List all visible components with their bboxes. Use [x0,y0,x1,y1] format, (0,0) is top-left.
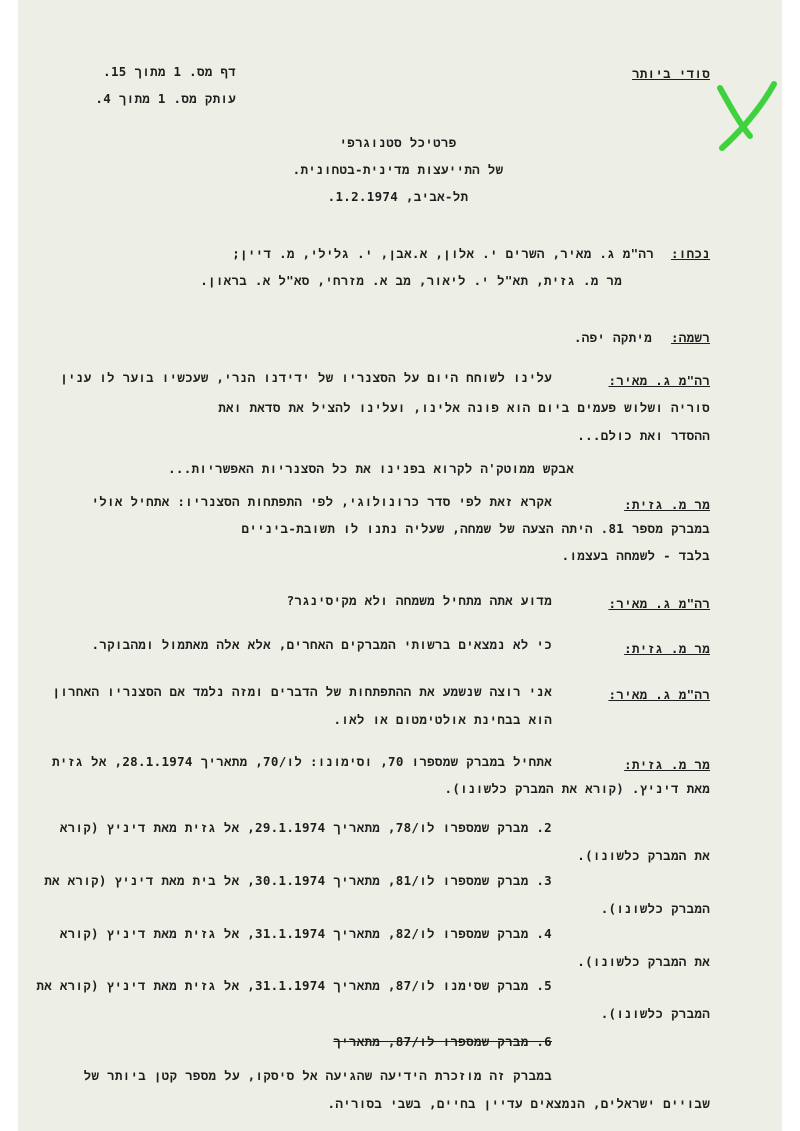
cable-item: המברק כלשונו). [600,901,710,916]
speaker-label: רה"מ ג. מאיר: [608,596,710,611]
transcript-line: שבויים ישראלים, הנמצאים עדיין בחיים, בשבי בסוריה. [327,1096,710,1111]
classification-label: סודי ביותר [631,66,710,81]
transcript-line: ההסדר ואת כולם... [577,428,710,443]
cable-item: את המברק כלשונו). [577,954,710,969]
speaker-label: מר מ. גזית: [624,641,710,656]
cable-item: 2. מברק שמספרו לו/78, מתאריך 29.1.1974, אל גזית מאת דיניץ (קורא [59,820,552,835]
cable-item: המברק כלשונו). [600,1006,710,1021]
green-check-mark-icon [716,78,786,156]
document-place-date: תל-אביב, 1.2.1974. [327,189,469,204]
transcript-line: אקרא זאת לפי סדר כרונולוגי, לפי התפתחות הסצנריו: אתחיל אולי [91,494,552,509]
transcript-line: במברק זה מוזכרת הידיעה שהגיעה אל סיסקו, על מספר קטן ביותר של [83,1068,552,1083]
transcript-line: בלבד - לשמחה בעצמו. [561,548,710,563]
transcript-line: אבקש ממוטק'ה לקרוא בפנינו את כל הסצנריות האפשריות... [168,461,574,476]
document-title: פרטיכל סטנוגרפי [339,135,457,150]
copy-number: עותק מס. 1 מתוך 4. [95,91,236,106]
cable-item: את המברק כלשונו). [577,848,710,863]
transcript-line: מאת דיניץ. (קורא את המברק כלשונו). [444,781,710,796]
speaker-label: מר מ. גזית: [624,497,710,512]
speaker-label: רה"מ ג. מאיר: [608,687,710,702]
attendees-label: נכחו: [670,246,710,261]
transcript-line: במברק מספר 81. היתה הצעה של שמחה, שעליה נתנו לו תשובת-ביניים [241,521,710,536]
page-number: דף מס. 1 מתוך 15. [103,64,236,79]
struck-cable-item: 6. מברק שמספרו לו/87, מתאריך [333,1034,552,1049]
speaker-label: רה"מ ג. מאיר: [608,373,710,388]
attendees-line: רה"מ ג. מאיר, השרים י. אלון, א.אבן, י. גלילי, מ. דיין; [232,246,654,261]
recorder-label: רשמה: [670,330,710,345]
cable-item: 4. מברק שמספרו לו/82, מתאריך 31.1.1974, אל גזית מאת דיניץ (קורא [59,926,552,941]
speaker-label: מר מ. גזית: [624,757,710,772]
transcript-line: הוא בבחינת אולטימטום או לאו. [333,712,552,727]
transcript-line: כי לא נמצאים ברשותי המברקים האחרים, אלא אלה מאתמול ומהבוקר. [91,637,552,652]
transcript-line: עלינו לשוחח היום על הסצנריו של ידידנו הנרי, שעכשיו בוער לו ענין [60,370,552,385]
transcript-line: אתחיל במברק שמספרו 70, וסימונו: לו/70, מתאריך 28.1.1974, אל גזית [52,754,552,769]
document-subtitle: של התייעצות מדינית-בטחונית. [292,162,504,177]
transcript-line: סוריה ושלוש פעמים ביום הוא פונה אלינו, ועלינו להציל את סדאת ואת [218,400,710,415]
transcript-line: מדוע אתה מתחיל משמחה ולא מקיסינגר? [286,593,552,608]
cable-item: 5. מברק שסימנו לו/87, מתאריך 31.1.1974, אל גזית מאת דיניץ (קורא את [36,978,552,993]
attendees-line: מר מ. גזית, תא"ל י. ליאור, מב א. מזרחי, סא"ל א. בראון. [200,273,622,288]
recorder-name: מיתקה יפה. [573,330,652,345]
transcript-line: אני רוצה שנשמע את ההתפתחות של הדברים ומזה נלמד אם הסצנריו האחרון [52,684,552,699]
cable-item: 3. מברק שמספרו לו/81, מתאריך 30.1.1974, אל בית מאת דיניץ (קורא את [44,873,552,888]
document-page [18,0,782,1131]
